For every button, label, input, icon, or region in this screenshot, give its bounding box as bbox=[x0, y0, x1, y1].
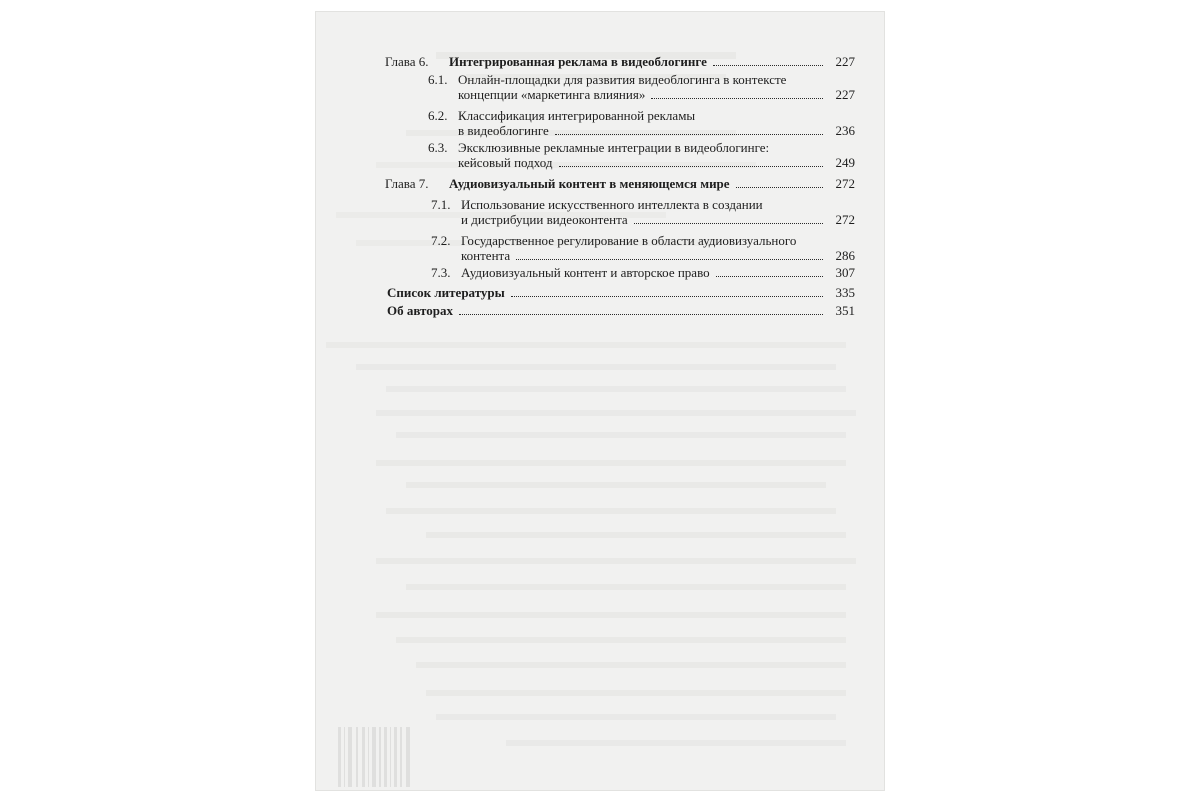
toc-section-7-2 bbox=[431, 233, 855, 263]
page-number: 236 bbox=[835, 123, 855, 138]
toc-section-7-3 bbox=[431, 265, 855, 280]
section-title-line-2: кейсовый подход bbox=[458, 155, 553, 170]
leader-dots bbox=[559, 166, 823, 167]
section-number: 6.1. bbox=[428, 72, 448, 87]
section-title-line-2: в видеоблогинге bbox=[458, 123, 549, 138]
chapter-title: Интегрированная реклама в видеоблогинге bbox=[449, 54, 707, 69]
page-number: 286 bbox=[835, 248, 855, 263]
page-number: 335 bbox=[835, 285, 855, 300]
page-number: 227 bbox=[835, 54, 855, 69]
page-number: 272 bbox=[835, 176, 855, 191]
section-title: Аудиовизуальный контент и авторское право bbox=[461, 265, 710, 280]
leader-dots bbox=[516, 259, 823, 260]
page-number: 351 bbox=[835, 303, 855, 318]
about-authors-title: Об авторах bbox=[387, 303, 454, 318]
section-title-line-1: Государственное регулирование в области аудиовизуального bbox=[461, 233, 797, 248]
leader-dots bbox=[736, 187, 823, 188]
leader-dots bbox=[713, 65, 823, 66]
leader-dots bbox=[511, 296, 823, 297]
section-number: 6.3. bbox=[428, 140, 448, 155]
section-title-line-1: Классификация интегрированной рекламы bbox=[458, 108, 696, 123]
document-page bbox=[316, 12, 884, 790]
chapter-title: Аудиовизуальный контент в меняющемся мире bbox=[449, 176, 730, 191]
toc-references bbox=[387, 285, 855, 300]
section-number: 6.2. bbox=[428, 108, 448, 123]
leader-dots bbox=[555, 134, 823, 135]
chapter-number: Глава 7. bbox=[385, 176, 429, 191]
section-title-line-1: Онлайн-площадки для развития видеоблогинга в контексте bbox=[458, 72, 787, 87]
references-title: Список литературы bbox=[387, 285, 505, 300]
table-of-contents bbox=[316, 12, 884, 790]
page-number: 272 bbox=[835, 212, 855, 227]
page-number: 249 bbox=[835, 155, 855, 170]
section-title-line-2: и дистрибуции видеоконтента bbox=[461, 212, 628, 227]
section-number: 7.3. bbox=[431, 265, 451, 280]
leader-dots bbox=[716, 276, 823, 277]
section-title-line-2: контента bbox=[461, 248, 511, 263]
section-title-line-2: концепции «маркетинга влияния» bbox=[458, 87, 646, 102]
page-number: 227 bbox=[835, 87, 855, 102]
page-number: 307 bbox=[835, 265, 855, 280]
toc-section-7-1 bbox=[431, 197, 855, 227]
chapter-number: Глава 6. bbox=[385, 54, 429, 69]
toc-section-6-1 bbox=[428, 72, 855, 102]
toc-chapter-6 bbox=[385, 54, 855, 69]
leader-dots bbox=[459, 314, 823, 315]
section-number: 7.2. bbox=[431, 233, 451, 248]
toc-about-authors bbox=[387, 303, 855, 318]
toc-section-6-2 bbox=[428, 108, 855, 138]
toc-section-6-3 bbox=[428, 140, 855, 170]
section-title-line-1: Использование искусственного интеллекта в создании bbox=[461, 197, 763, 212]
section-title-line-1: Эксклюзивные рекламные интеграции в видеоблогинге: bbox=[458, 140, 770, 155]
leader-dots bbox=[634, 223, 823, 224]
leader-dots bbox=[651, 98, 823, 99]
toc-chapter-7 bbox=[385, 176, 855, 191]
section-number: 7.1. bbox=[431, 197, 451, 212]
